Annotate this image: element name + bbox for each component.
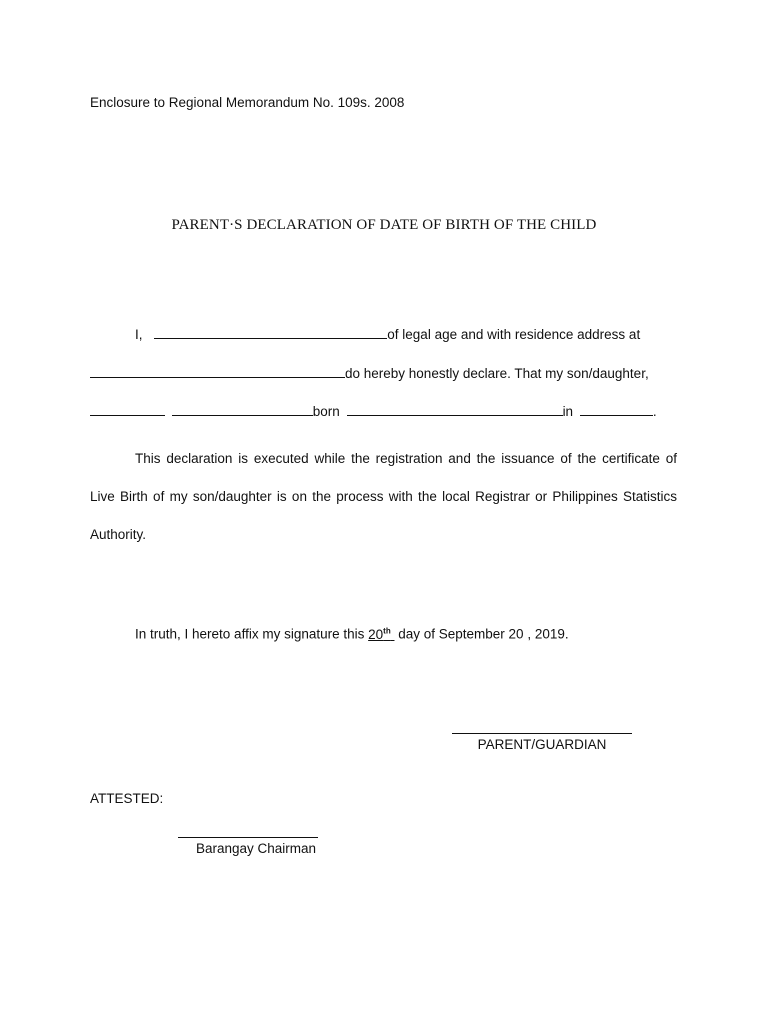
execution-paragraph	[90, 440, 677, 554]
child-blank-1	[90, 403, 165, 416]
declare-text: do hereby honestly declare. That my son/daughter,	[345, 366, 649, 381]
signing-day: 20th	[368, 626, 391, 642]
signature-affix-line	[135, 626, 569, 642]
residence-text: of legal age and with residence address at	[387, 327, 641, 342]
execution-text: This declaration is executed while the registration and the issuance of the certificate of Live Birth of my son/daughter is on the process with the local Registrar or Philippines Statistics Authority.	[90, 451, 677, 542]
parent-guardian-label: PARENT/GUARDIAN	[477, 737, 607, 752]
truth-text-before: In truth, I hereto affix my signature this	[135, 626, 369, 642]
declarant-name-blank	[154, 326, 387, 339]
born-label: born	[312, 404, 340, 419]
birth-date-blank	[347, 403, 563, 416]
in-label: in	[562, 404, 574, 419]
declaration-line-2	[90, 365, 677, 381]
parent-signature-line	[452, 733, 632, 734]
document-title: PARENT·S DECLARATION OF DATE OF BIRTH OF THE CHILD	[171, 217, 597, 233]
chairman-signature-line	[178, 837, 318, 838]
line-end-period: .	[652, 404, 657, 419]
truth-text-after: day of September 20 , 2019.	[394, 626, 569, 642]
child-name-blank	[172, 403, 313, 416]
declaration-line-3	[90, 403, 657, 419]
barangay-chairman-label: Barangay Chairman	[196, 841, 317, 856]
declaration-line-1	[90, 326, 677, 342]
birth-place-blank	[580, 403, 653, 416]
address-blank	[90, 365, 345, 378]
attested-label: ATTESTED:	[90, 791, 164, 806]
declaration-pronoun: I,	[135, 327, 143, 342]
enclosure-reference: Enclosure to Regional Memorandum No. 109s. 2008	[90, 95, 405, 110]
